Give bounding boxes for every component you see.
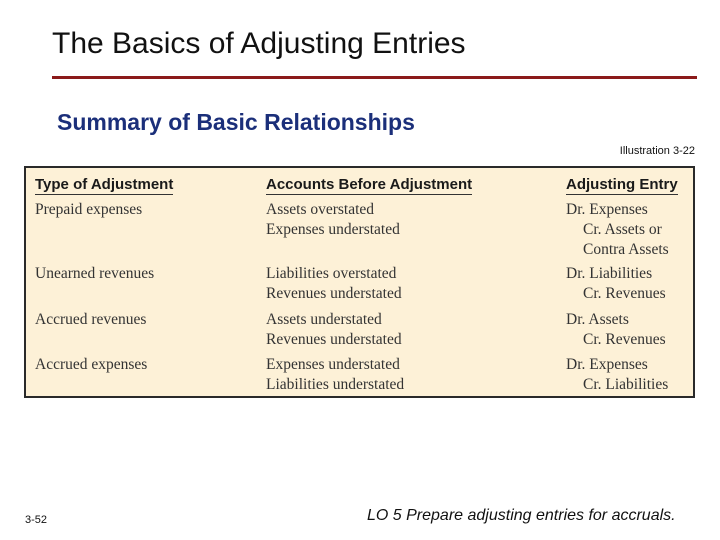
adjustment-type: Prepaid expenses bbox=[35, 201, 143, 218]
account-line: Expenses understated bbox=[266, 356, 400, 373]
debit-line: Dr. Expenses bbox=[566, 201, 648, 218]
account-line: Revenues understated bbox=[266, 285, 402, 302]
adjustment-type: Unearned revenues bbox=[35, 265, 155, 282]
debit-line: Dr. Assets bbox=[566, 311, 629, 328]
account-line: Revenues understated bbox=[266, 331, 402, 348]
credit-line-continued: Contra Assets bbox=[583, 241, 669, 258]
adjustment-type: Accrued expenses bbox=[35, 356, 148, 373]
adjusting-entry bbox=[566, 264, 666, 304]
credit-line: Cr. Revenues bbox=[583, 331, 666, 348]
debit-line: Dr. Expenses bbox=[566, 356, 648, 373]
accounts-before bbox=[266, 355, 404, 395]
account-line: Liabilities understated bbox=[266, 376, 405, 393]
title-divider bbox=[52, 76, 697, 79]
adjustments-table bbox=[24, 166, 695, 398]
accounts-before bbox=[266, 264, 402, 304]
account-line: Assets overstated bbox=[266, 201, 375, 218]
credit-line: Cr. Assets or bbox=[583, 221, 662, 238]
page-number: 3-52 bbox=[25, 514, 48, 526]
credit-line: Cr. Revenues bbox=[583, 285, 666, 302]
illustration-label: Illustration 3-22 bbox=[619, 145, 695, 157]
accounts-before bbox=[266, 310, 402, 350]
account-line: Expenses understated bbox=[266, 221, 400, 238]
account-line: Liabilities overstated bbox=[266, 265, 397, 282]
adjusting-entry bbox=[566, 310, 666, 350]
header-adjusting-entry: Adjusting Entry bbox=[566, 176, 678, 193]
header-type-of-adjustment: Type of Adjustment bbox=[35, 176, 174, 193]
credit-line: Cr. Liabilities bbox=[583, 376, 669, 393]
account-line: Assets understated bbox=[266, 311, 382, 328]
slide-subtitle: Summary of Basic Relationships bbox=[57, 109, 415, 135]
accounts-before bbox=[266, 200, 400, 240]
adjusting-entry bbox=[566, 355, 668, 395]
header-accounts-before-adjustment: Accounts Before Adjustment bbox=[266, 176, 473, 193]
adjustment-type: Accrued revenues bbox=[35, 311, 147, 328]
debit-line: Dr. Liabilities bbox=[566, 265, 653, 282]
slide-title: The Basics of Adjusting Entries bbox=[52, 27, 466, 60]
learning-objective: LO 5 Prepare adjusting entries for accruals. bbox=[367, 507, 676, 524]
adjusting-entry bbox=[566, 200, 669, 260]
